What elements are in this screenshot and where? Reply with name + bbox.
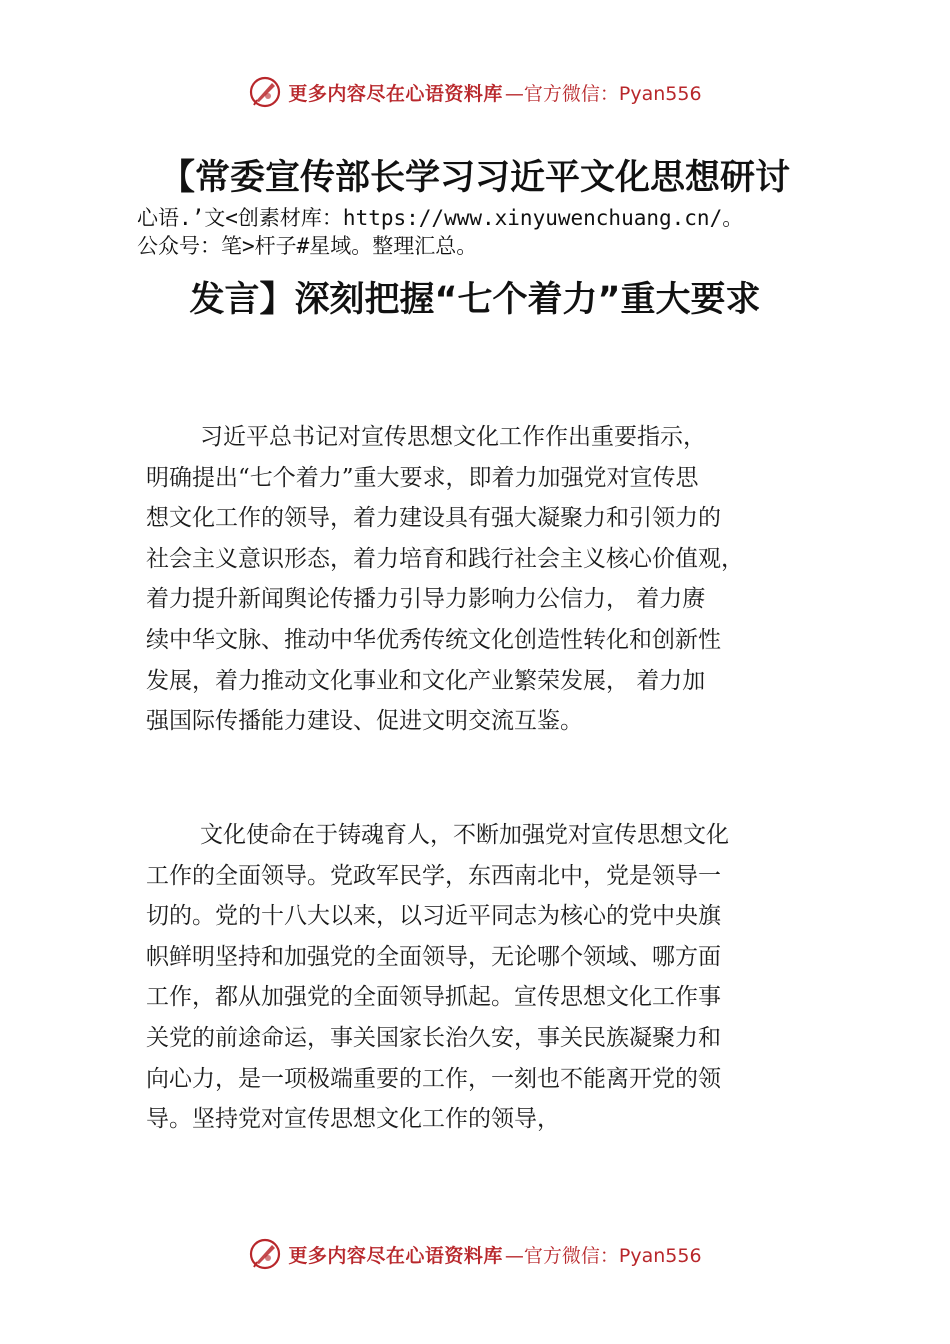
paragraph-line: 习近平总书记对宣传思想文化工作作出重要指示， [200,424,706,450]
quill-seal-icon [248,1237,282,1271]
document-title-line-2: 发言】深刻把握“七个着力”重大要求 [189,280,761,320]
body-paragraph-2 [146,815,846,1140]
banner-contact-text: —官方微信：Pyan556 [504,82,702,105]
header-watermark-banner [0,70,950,114]
paragraph-line: 帜鲜明坚持和加强党的全面领导，无论哪个领域、哪方面 [146,943,721,970]
paragraph-line: 工作，都从加强党的全面领导抓起。宣传思想文化工作事 [146,984,721,1011]
paragraph-line: 关党的前途命运，事关国家长治久安，事关民族凝聚力和 [146,1024,721,1051]
source-note-line-2: 公众号：笔>杆子#星域。整理汇总。 [137,234,478,258]
paragraph-line: 社会主义意识形态，着力培育和践行社会主义核心价值观， [146,545,744,572]
paragraph-line: 明确提出“七个着力”重大要求，即着力加强党对宣传思 [146,464,699,491]
paragraph-line: 向心力，是一项极端重要的工作，一刻也不能离开党的领 [146,1065,721,1092]
banner-brand-text: 更多内容尽在心语资料库 [288,82,503,105]
banner-contact-text: —官方微信：Pyan556 [504,1244,702,1267]
paragraph-line: 文化使命在于铸魂育人，不断加强党对宣传思想文化 [200,822,729,848]
body-paragraph-1 [146,417,846,742]
paragraph-line: 强国际传播能力建设、促进文明交流互鉴。 [146,708,583,735]
banner-brand-text: 更多内容尽在心语资料库 [288,1244,503,1267]
paragraph-line: 着力提升新闻舆论传播力引导力影响力公信力， 着力赓 [146,586,706,613]
paragraph-line: 切的。党的十八大以来，以习近平同志为核心的党中央旗 [146,903,721,930]
footer-watermark-banner [0,1232,950,1276]
paragraph-line: 续中华文脉、推动中华优秀传统文化创造性转化和创新性 [146,626,721,653]
paragraph-line: 想文化工作的领导，着力建设具有强大凝聚力和引领力的 [146,505,721,532]
source-note-line-1: 心语.’文<创素材库：https://www.xinyuwenchuang.cn/。 [137,206,744,230]
paragraph-line: 导。坚持党对宣传思想文化工作的领导， [146,1106,560,1133]
paragraph-line: 工作的全面领导。党政军民学，东西南北中，党是领导一 [146,862,721,889]
document-title-line-1: 【常委宣传部长学习习近平文化思想研讨 [159,158,790,198]
quill-seal-icon [248,75,282,109]
paragraph-line: 发展，着力推动文化事业和文化产业繁荣发展， 着力加 [146,667,706,694]
